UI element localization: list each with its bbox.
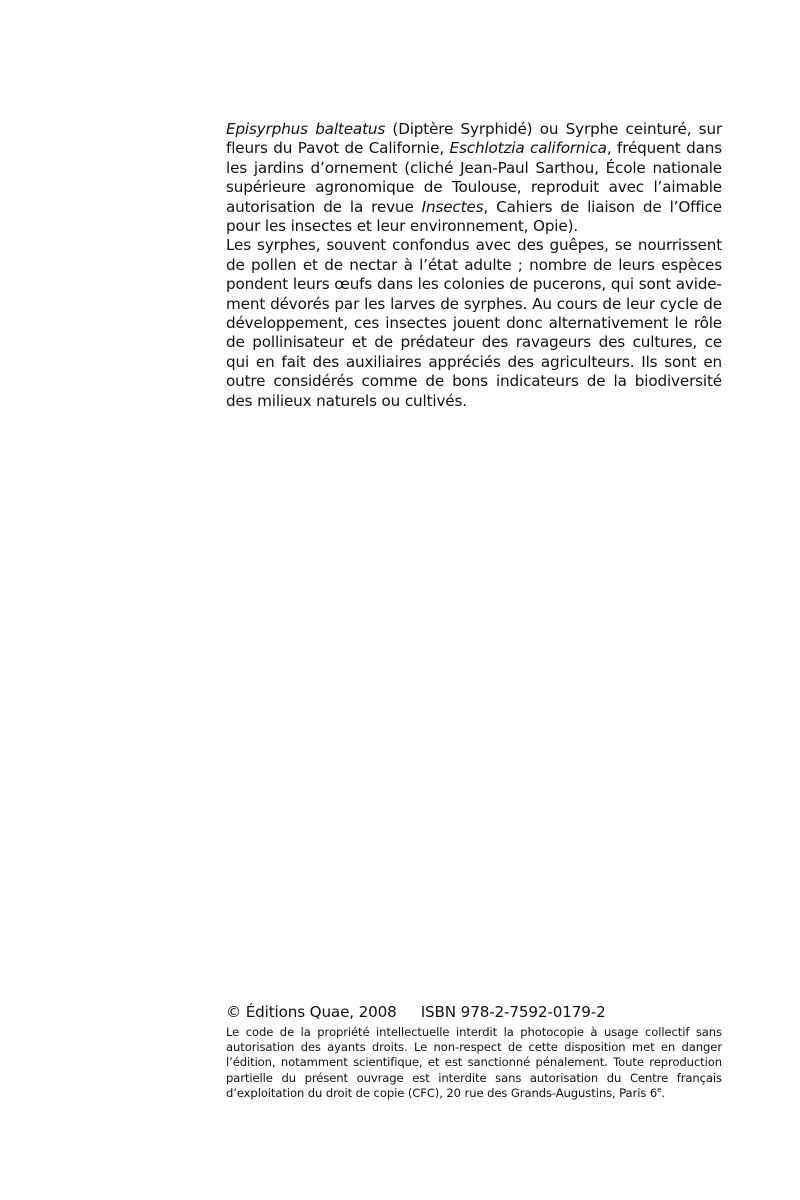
- plant-name: Eschlotzia californica: [449, 139, 607, 158]
- species-name: Episyrphus balteatus: [226, 120, 386, 138]
- caption-text-2: , fréquent dans les jardins d’ornement (cliché Jean-Paul Sarthou, École nationale supérieure agronomique de Toulouse, reproduit avec l’aimable autorisation de la revue: [226, 139, 722, 216]
- caption-text-1: (Diptère Syrphidé) ou Syrphe ceinturé, sur fleurs du Pavot de Californie,: [226, 120, 723, 158]
- legal-notice-text: Le code de la propriété intellectuelle interdit la photocopie à usage collectif sans autorisation des ayants droits. Le non-respect de cette disposition met en danger l’édition, notamment scientifique, et est sanctionné pénalement. Toute reproduction partielle du présent ouvrage est interdite sans autorisation du Centre français d’exploitation du droit de copie (CFC), 20 rue des Grands-Augustins, Paris 6: [226, 1025, 722, 1100]
- caption-paragraph: [226, 120, 722, 236]
- rights-line: [226, 1002, 722, 1022]
- caption-text-3: , Cahiers de liaison de l’Office pour les insectes et leur environnement, Opie).: [226, 197, 722, 236]
- isbn: ISBN 978-2-7592-0179-2: [420, 1003, 606, 1021]
- legal-notice-end: .: [661, 1085, 665, 1100]
- copyright-notice: © Éditions Quae, 2008: [226, 1003, 397, 1021]
- legal-block: [226, 1002, 722, 1101]
- ordinal-superscript: e: [657, 1085, 662, 1094]
- journal-name: Insectes: [421, 197, 484, 216]
- legal-notice: [226, 1025, 722, 1101]
- description-paragraph: Les syrphes, souvent confondus avec des guêpes, se nourrissent de pollen et de nectar à l’état adulte ; nombre de leurs espèces pondent leurs œufs dans les colonies de pucerons, qui sont avidement dévorés par les larves de syrphes. Au cours de leur cycle de développement, ces insectes jouent donc alternativement le rôle de pollinisateur et de prédateur des ravageurs des cultures, ce qui en fait des auxiliaires appréciés des agriculteurs. Ils sont en outre considérés comme de bons indicateurs de la biodiversité des milieux naturels ou cultivés.: [226, 236, 722, 410]
- photo-caption: [226, 120, 722, 411]
